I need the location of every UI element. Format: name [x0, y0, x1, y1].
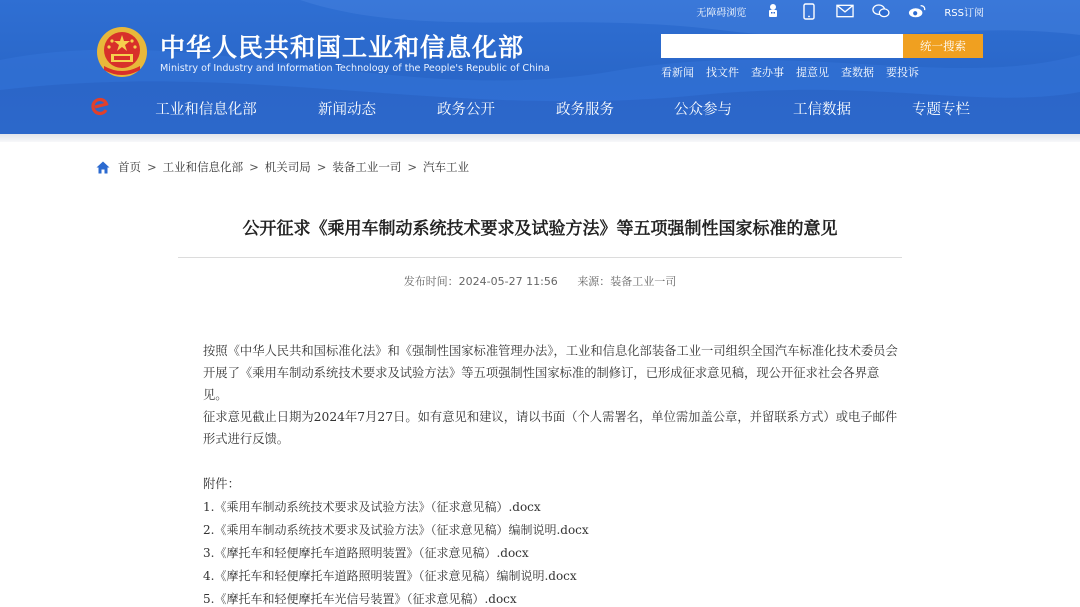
nav-item-public-affairs[interactable]: 政务公开 — [437, 102, 495, 118]
main-navigation — [0, 92, 1080, 124]
article-title: 公开征求《乘用车制动系统技术要求及试验方法》等五项强制性国家标准的意见 — [242, 219, 838, 239]
attachment-link[interactable]: 5.《摩托车和轻便摩托车光信号装置》（征求意见稿）.docx — [203, 592, 517, 606]
article-paragraph-1 — [203, 340, 903, 406]
home-icon[interactable] — [96, 161, 110, 174]
site-subtitle-english: Ministry of Industry and Information Technology of the People's Republic of China — [160, 63, 550, 74]
breadcrumb-separator: > — [316, 160, 327, 174]
nav-item-services[interactable]: 政务服务 — [556, 102, 614, 118]
breadcrumb-equipment-dept[interactable]: 装备工业一司 — [332, 160, 402, 174]
breadcrumb-auto-industry[interactable]: 汽车工业 — [423, 160, 470, 174]
rss-link[interactable]: RSS订阅 — [944, 7, 984, 19]
nav-item-news[interactable]: 新闻动态 — [318, 102, 376, 118]
attachment-link[interactable]: 1.《乘用车制动系统技术要求及试验方法》（征求意见稿）.docx — [203, 500, 541, 514]
quick-link-feedback[interactable]: 提意见 — [796, 66, 829, 79]
site-header — [0, 0, 1080, 134]
title-divider — [178, 257, 902, 258]
site-title: 中华人民共和国工业和信息化部 — [160, 33, 525, 62]
breadcrumb-departments[interactable]: 机关司局 — [264, 160, 311, 174]
quick-links — [661, 64, 919, 80]
paragraph-2-text: 征求意见截止日期为2024年7月27日。如有意见和建议，请以书面（个人需署名，单位需加盖公章，并留联系方式）或电子邮件形式进行反馈。 — [203, 410, 898, 446]
article-paragraph-2 — [203, 406, 903, 450]
weibo-icon[interactable] — [908, 2, 926, 20]
breadcrumb-separator: > — [147, 160, 157, 174]
nav-item-topics[interactable]: 专题专栏 — [912, 102, 970, 118]
national-emblem-logo — [96, 26, 148, 78]
attachment-link[interactable]: 3.《摩托车和轻便摩托车道路照明装置》（征求意见稿）.docx — [203, 546, 529, 560]
article-meta — [0, 273, 1080, 289]
quick-link-news[interactable]: 看新闻 — [661, 66, 694, 79]
robot-icon[interactable] — [764, 2, 782, 20]
attachment-link[interactable]: 4.《摩托车和轻便摩托车道路照明装置》（征求意见稿）编制说明.docx — [203, 569, 577, 583]
breadcrumb-separator: > — [249, 160, 259, 174]
quick-link-data[interactable]: 查数据 — [841, 66, 874, 79]
breadcrumb — [96, 159, 469, 175]
quick-link-complaint[interactable]: 要投诉 — [886, 66, 919, 79]
attachments-list — [203, 496, 903, 607]
nav-item-participation[interactable]: 公众参与 — [674, 102, 732, 118]
top-utility-links — [696, 2, 984, 20]
nav-item-data[interactable]: 工信数据 — [793, 102, 851, 118]
paragraph-1-text: 按照《中华人民共和国标准化法》和《强制性国家标准管理办法》，工业和信息化部装备工业一司组织全国汽车标准化技术委员会开展了《乘用车制动系统技术要求及试验方法》等五项强制性国家标准的制修订，已形成征求意见稿，现公开征求社会各界意见。 — [203, 344, 898, 402]
mail-icon[interactable] — [836, 2, 854, 20]
breadcrumb-home[interactable]: 首页 — [118, 160, 141, 174]
nav-item-miit[interactable]: 工业和信息化部 — [155, 102, 257, 118]
breadcrumb-miit[interactable]: 工业和信息化部 — [162, 160, 244, 174]
attachment-link[interactable]: 2.《乘用车制动系统技术要求及试验方法》（征求意见稿）编制说明.docx — [203, 523, 589, 537]
attachments-label: 附件： — [203, 477, 240, 491]
search-button[interactable]: 统一搜索 — [903, 34, 983, 58]
quick-link-documents[interactable]: 找文件 — [706, 66, 739, 79]
mobile-icon[interactable] — [800, 2, 818, 20]
publish-time: 发布时间：2024-05-27 11:56 — [403, 275, 558, 288]
header-shadow — [0, 134, 1080, 142]
breadcrumb-separator: > — [407, 160, 418, 174]
quick-link-services[interactable]: 查办事 — [751, 66, 784, 79]
wechat-icon[interactable] — [872, 2, 890, 20]
search-input[interactable] — [661, 34, 904, 58]
article-source: 来源：装备工业一司 — [577, 275, 677, 288]
accessibility-link[interactable]: 无障碍浏览 — [696, 7, 747, 19]
